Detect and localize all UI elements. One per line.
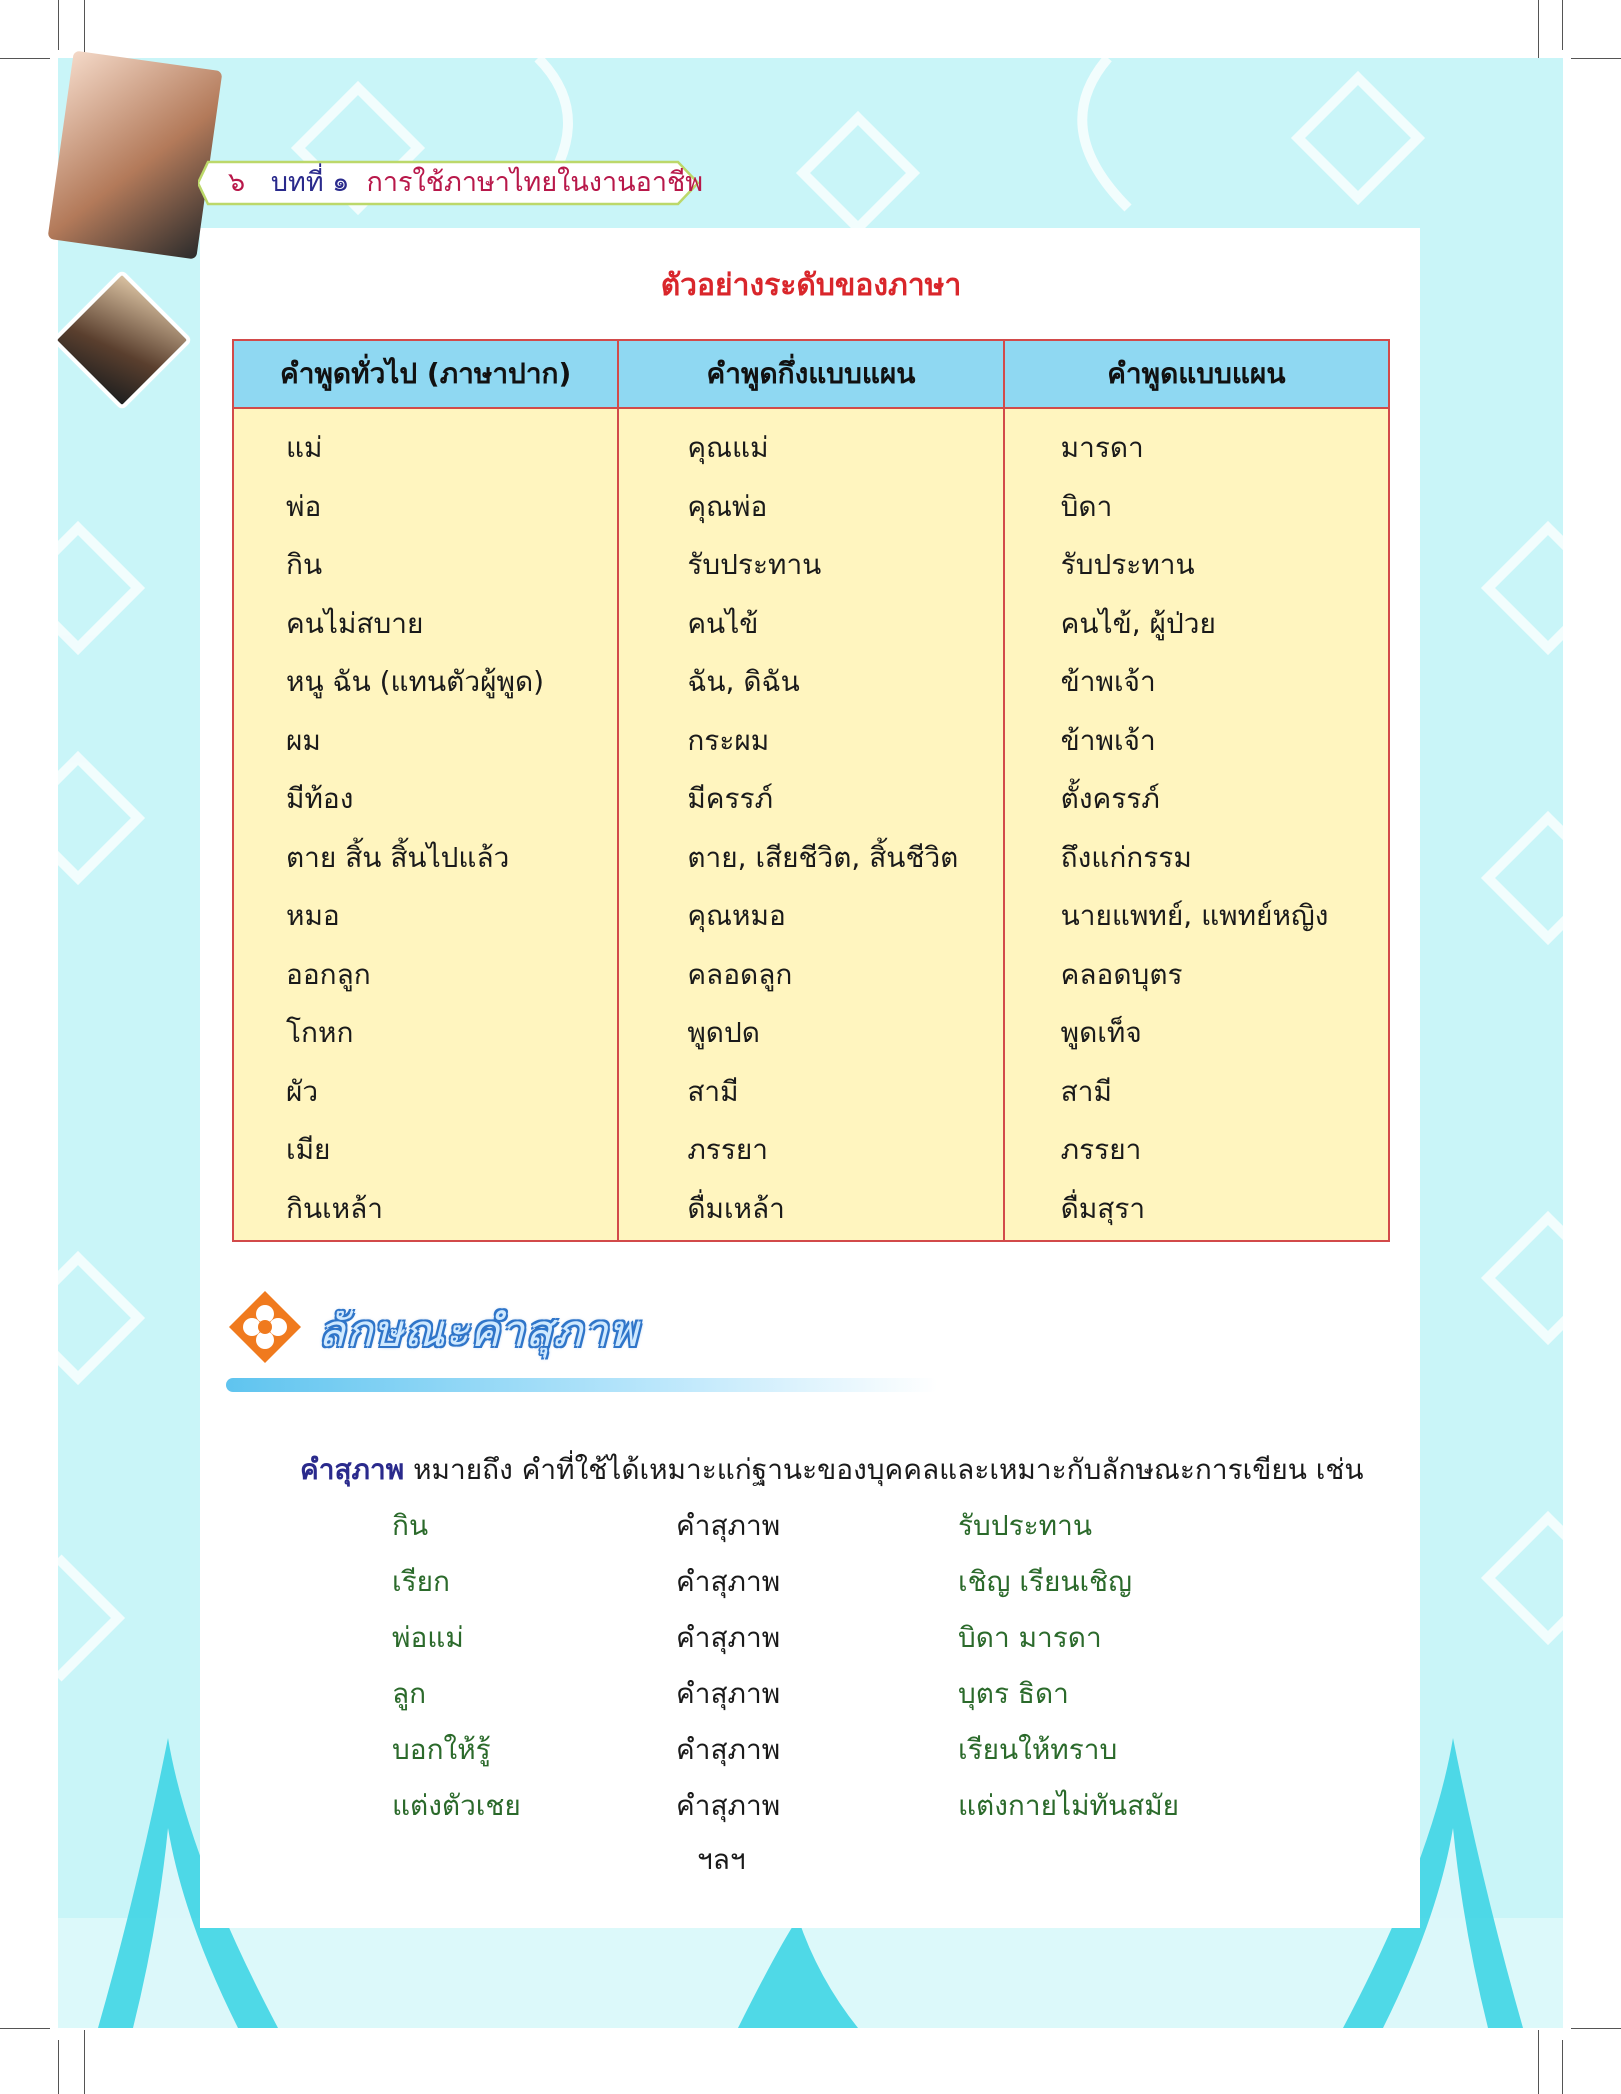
table-cell: คุณพ่อ bbox=[687, 489, 768, 523]
crop-mark bbox=[0, 58, 50, 59]
example-polite-word: เชิญ เรียนเชิญ bbox=[958, 1565, 1132, 1598]
example-word: ลูก bbox=[392, 1677, 427, 1710]
crop-mark bbox=[1571, 58, 1621, 59]
colloquial-column bbox=[233, 408, 618, 1241]
table-cell: คลอดบุตร bbox=[1060, 957, 1183, 991]
table-cell: มีท้อง bbox=[286, 782, 354, 815]
column-header: คำพูดแบบแผน bbox=[1004, 340, 1389, 408]
table-cell: เมีย bbox=[286, 1133, 331, 1166]
example-polite-word: บุตร ธิดา bbox=[958, 1677, 1069, 1710]
crop-mark bbox=[1571, 2028, 1621, 2029]
headset-woman-photo bbox=[48, 50, 223, 259]
table-cell: รับประทาน bbox=[687, 548, 822, 581]
definition-term: คำสุภาพ bbox=[300, 1453, 405, 1486]
column-header: คำพูดกึ่งแบบแผน bbox=[618, 340, 1003, 408]
example-label: คำสุภาพ bbox=[676, 1565, 781, 1598]
section-underline bbox=[226, 1378, 938, 1392]
definition-text: หมายถึง คำที่ใช้ได้เหมาะแก่ฐานะของบุคคลและเหมาะกับลักษณะการเขียน เช่น bbox=[404, 1453, 1364, 1486]
example-word: บอกให้รู้ bbox=[392, 1733, 491, 1766]
example-label: คำสุภาพ bbox=[676, 1789, 781, 1822]
thai-flower-icon bbox=[226, 1288, 304, 1366]
table-cell: มีครรภ์ bbox=[687, 782, 774, 815]
example-polite-word: รับประทาน bbox=[958, 1509, 1092, 1542]
example-label: คำสุภาพ bbox=[676, 1509, 781, 1542]
example-word: แต่งตัวเชย bbox=[392, 1789, 521, 1822]
table-cell: ตาย, เสียชีวิต, สิ้นชีวิต bbox=[687, 840, 959, 874]
table-cell: หมอ bbox=[286, 899, 340, 932]
example-polite-word: บิดา มารดา bbox=[958, 1621, 1102, 1654]
language-levels-table bbox=[232, 339, 1390, 1242]
table-cell: ผม bbox=[286, 723, 321, 757]
table-cell: แม่ bbox=[286, 431, 323, 464]
table-cell: ตาย สิ้น สิ้นไปแล้ว bbox=[286, 840, 510, 874]
table-cell: คนไม่สบาย bbox=[286, 606, 424, 640]
table-cell: กินเหล้า bbox=[286, 1191, 384, 1225]
crop-mark bbox=[0, 2028, 50, 2029]
table-cell: พ่อ bbox=[286, 489, 322, 523]
table-cell: คนไข้ bbox=[687, 606, 759, 640]
crop-mark bbox=[1562, 0, 1563, 50]
chapter-title: การใช้ภาษาไทยในงานอาชีพ bbox=[366, 167, 704, 198]
table-cell: คลอดลูก bbox=[687, 957, 793, 991]
table-cell: คนไข้, ผู้ป่วย bbox=[1060, 606, 1216, 640]
example-label: คำสุภาพ bbox=[676, 1733, 781, 1766]
table-title: ตัวอย่างระดับของภาษา bbox=[660, 268, 962, 303]
table-cell: รับประทาน bbox=[1060, 548, 1195, 581]
table-cell: คุณแม่ bbox=[687, 431, 769, 464]
table-cell: บิดา bbox=[1060, 489, 1113, 523]
formal-column bbox=[1004, 408, 1389, 1241]
column-header: คำพูดทั่วไป (ภาษาปาก) bbox=[233, 340, 618, 408]
table-cell: ออกลูก bbox=[286, 957, 371, 991]
example-word: กิน bbox=[392, 1509, 429, 1542]
table-cell: คุณหมอ bbox=[687, 899, 786, 932]
chapter-header bbox=[228, 162, 703, 204]
table-cell: นายแพทย์, แพทย์หญิง bbox=[1060, 899, 1329, 932]
crop-mark bbox=[58, 2040, 59, 2094]
table-cell: สามี bbox=[687, 1074, 739, 1108]
example-word: เรียก bbox=[392, 1565, 450, 1598]
example-polite-word: เรียนให้ทราบ bbox=[958, 1733, 1118, 1766]
table-cell: ตั้งครรภ์ bbox=[1060, 782, 1160, 815]
example-word: พ่อแม่ bbox=[392, 1621, 464, 1654]
example-polite-word: แต่งกายไม่ทันสมัย bbox=[958, 1789, 1180, 1822]
table-cell: กระผม bbox=[687, 723, 770, 757]
table-body-row bbox=[233, 408, 1389, 1241]
table-cell: หนู ฉัน (แทนตัวผู้พูด) bbox=[286, 665, 545, 698]
chapter-label: บทที่ ๑ bbox=[270, 167, 350, 198]
crop-mark bbox=[58, 0, 59, 50]
crop-mark bbox=[1562, 2040, 1563, 2094]
table-header-row bbox=[233, 340, 1389, 408]
table-cell: พูดเท็จ bbox=[1060, 1016, 1142, 1049]
table-cell: ข้าพเจ้า bbox=[1060, 665, 1156, 698]
table-cell: มารดา bbox=[1060, 431, 1144, 464]
table-cell: ฉัน, ดิฉัน bbox=[687, 665, 800, 698]
table-cell: โกหก bbox=[286, 1016, 354, 1049]
table-cell: ภรรยา bbox=[687, 1133, 768, 1166]
crop-mark bbox=[84, 2030, 85, 2094]
table-cell: สามี bbox=[1060, 1074, 1112, 1108]
page-number: ๖ bbox=[228, 167, 246, 198]
example-label: คำสุภาพ bbox=[676, 1621, 781, 1654]
crop-mark bbox=[1538, 0, 1539, 64]
table-cell: ถึงแก่กรรม bbox=[1060, 840, 1192, 874]
etcetera: ฯลฯ bbox=[697, 1843, 746, 1876]
table-cell: ดื่มสุรา bbox=[1060, 1191, 1146, 1225]
section-title: ลักษณะคำสุภาพ bbox=[318, 1306, 639, 1357]
definition-paragraph bbox=[300, 1448, 1364, 1492]
table-cell: กิน bbox=[286, 548, 323, 581]
table-cell: ดื่มเหล้า bbox=[687, 1191, 785, 1225]
crop-mark bbox=[1538, 2030, 1539, 2094]
example-label: คำสุภาพ bbox=[676, 1677, 781, 1710]
table-cell: ผัว bbox=[286, 1074, 319, 1108]
semi-formal-column bbox=[618, 408, 1003, 1241]
table-cell: พูดปด bbox=[687, 1016, 760, 1049]
table-cell: ภรรยา bbox=[1060, 1133, 1142, 1166]
table-cell: ข้าพเจ้า bbox=[1060, 723, 1156, 757]
